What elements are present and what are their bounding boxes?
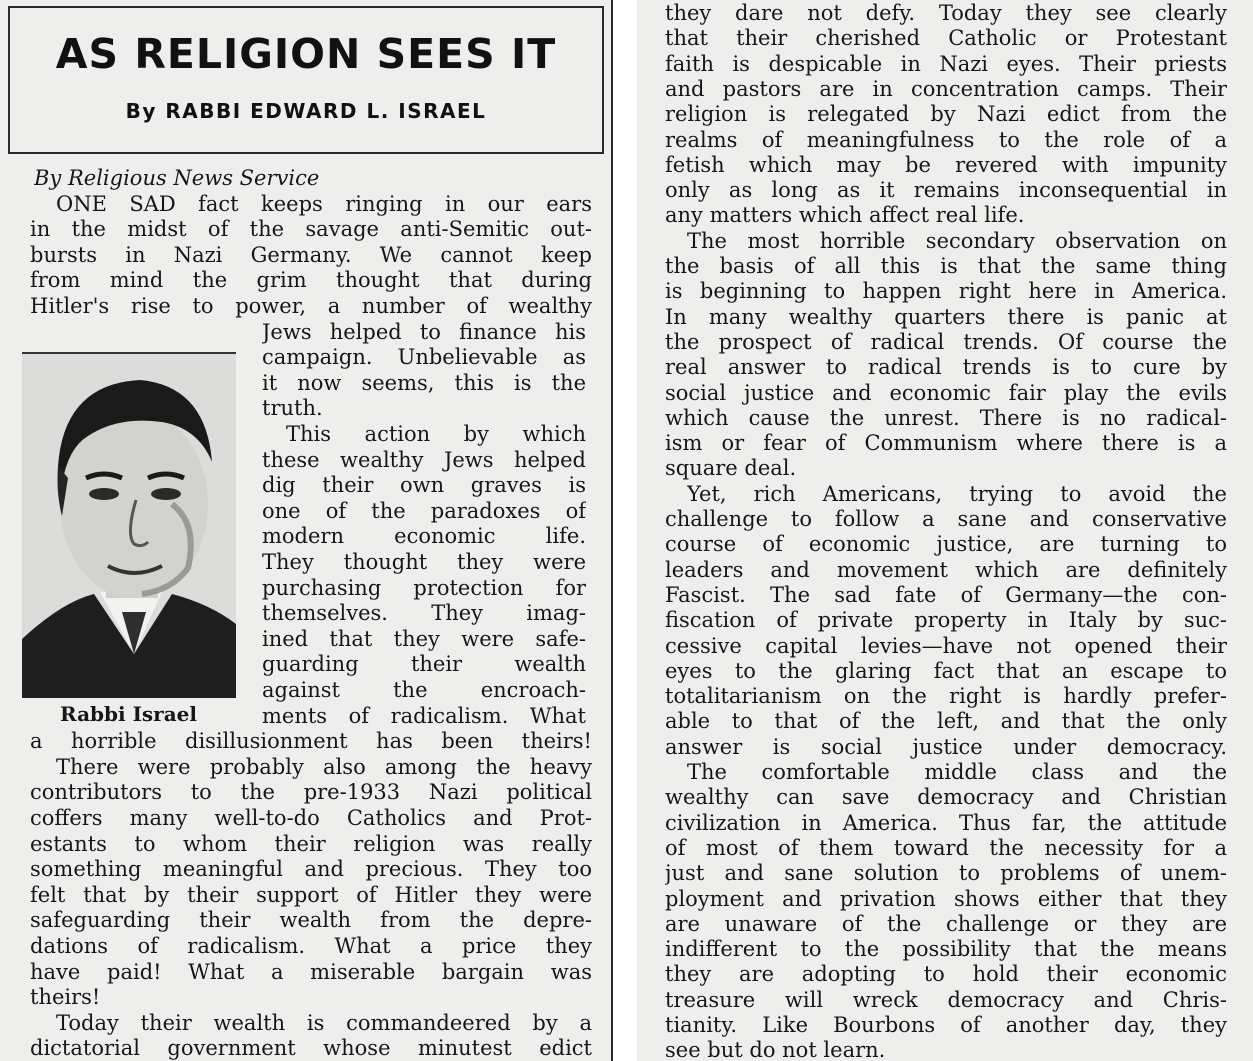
text-line: social justice and economic fair play the evils: [665, 380, 1227, 405]
text-line: have paid! What a miserable bargain was: [30, 959, 592, 984]
text-line: any matters which affect real life.: [665, 203, 1025, 228]
text-line: dations of radicalism. What a price they: [30, 934, 592, 958]
text-line: fiscation of private property in Italy by suc-: [665, 608, 1227, 633]
text-line: Jews helped to finance his: [262, 319, 586, 344]
text-line: are unaware of the challenge or they are: [665, 911, 1227, 936]
text-line: This action by which: [286, 422, 586, 446]
text-line: they dare not defy. Today they see clearly: [665, 1, 1227, 25]
text-line: tianity. Like Bourbons of another day, they: [665, 1013, 1227, 1037]
text-line: dictatorial government whose minutest edict: [30, 1036, 592, 1061]
text-line: Yet, rich Americans, trying to avoid the: [687, 481, 1227, 506]
text-line: these wealthy Jews helped: [262, 447, 586, 472]
text-line: challenge to follow a sane and conservative: [665, 507, 1227, 531]
text-line: and pastors are in concentration camps. Their: [665, 76, 1227, 101]
column-rule-left: [611, 0, 613, 1061]
text-line: the basis of all this is that the same thing: [665, 254, 1227, 278]
text-line: guarding their wealth: [262, 652, 586, 677]
text-line: they are adopting to hold their economic: [665, 962, 1227, 987]
text-line: real answer to radical trends is to cure by: [665, 355, 1227, 380]
text-line: In many wealthy quarters there is panic at: [665, 304, 1227, 329]
text-line: themselves. They imag-: [262, 601, 586, 626]
text-line: fetish which may be revered with impunity: [665, 152, 1227, 177]
text-line: square deal.: [665, 456, 797, 481]
text-line: Hitler's rise to power, a number of wealthy: [30, 294, 592, 318]
text-line: in the midst of the savage anti-Semitic out-: [30, 217, 592, 242]
text-line: coffers many well-to-do Catholics and Prot-: [30, 806, 592, 830]
text-line: Fascist. The sad fate of Germany—the con-: [665, 582, 1227, 607]
text-line: safeguarding their wealth from the depre-: [30, 908, 592, 933]
portrait-image: [22, 354, 236, 698]
text-line: The comfortable middle class and the: [687, 760, 1227, 784]
byline: By RABBI EDWARD L. ISRAEL: [125, 99, 487, 123]
text-line: modern economic life.: [262, 524, 586, 549]
text-line: something meaningful and precious. They too: [30, 857, 592, 882]
left-column: [0, 0, 612, 1061]
text-line: treasure will wreck democracy and Chris-: [665, 987, 1227, 1012]
author-photo: [22, 352, 236, 698]
text-line: just and sane solution to problems of unem-: [665, 861, 1227, 886]
text-line: answer is social justice under democracy.: [665, 734, 1227, 759]
text-line: cessive capital levies—have not opened their: [665, 633, 1227, 658]
text-line: religion is relegated by Nazi edict from the: [665, 102, 1227, 127]
text-line: They thought they were: [262, 550, 586, 574]
text-line: see but do not learn.: [665, 1038, 886, 1061]
text-line: ments of radicalism. What: [262, 703, 586, 728]
text-line: bursts in Nazi Germany. We cannot keep: [30, 242, 592, 267]
text-line: leaders and movement which are definitely: [665, 557, 1227, 582]
text-line: that their cherished Catholic or Protestant: [665, 26, 1227, 51]
text-line: theirs!: [30, 985, 101, 1010]
text-line: against the encroach-: [262, 678, 586, 702]
text-line: civilization in America. Thus far, the attitude: [665, 810, 1227, 835]
text-line: the prospect of radical trends. Of course the: [665, 329, 1227, 354]
text-line: wealthy can save democracy and Christian: [665, 785, 1227, 810]
text-line: is beginning to happen right here in America.: [665, 279, 1227, 304]
text-line: estants to whom their religion was really: [30, 831, 592, 856]
text-line: campaign. Unbelievable as: [262, 345, 586, 370]
text-line: it now seems, this is the: [262, 370, 586, 395]
text-line: truth.: [262, 396, 323, 421]
text-line: ined that they were safe-: [262, 626, 586, 651]
text-line: able to that of the left, and that the only: [665, 709, 1227, 734]
text-line: ism or fear of Communism where there is a: [665, 431, 1227, 456]
text-line: from mind the grim thought that during: [30, 268, 592, 293]
text-line: purchasing protection for: [262, 575, 586, 600]
text-line: only as long as it remains inconsequential in: [665, 178, 1227, 203]
column-masthead: [8, 6, 604, 154]
text-line: The most horrible secondary observation on: [687, 228, 1227, 253]
text-line: a horrible disillusionment has been theirs!: [30, 729, 592, 754]
text-line: which cause the unrest. There is no radical-: [665, 405, 1227, 430]
text-line: Today their wealth is commandeered by a: [56, 1010, 592, 1035]
text-line: ONE SAD fact keeps ringing in our ears: [56, 191, 592, 216]
text-line: By Religious News Service: [34, 166, 320, 190]
text-line: dig their own graves is: [262, 473, 586, 498]
text-line: totalitarianism on the right is hardly prefer-: [665, 684, 1227, 709]
column-title: AS RELIGION SEES IT: [55, 30, 557, 78]
text-line: of most of them toward the necessity for a: [665, 835, 1227, 860]
text-line: ployment and privation shows either that they: [665, 886, 1227, 911]
text-line: faith is despicable in Nazi eyes. Their priests: [665, 51, 1227, 76]
right-column: [637, 0, 1253, 1061]
text-line: eyes to the glaring fact that an escape to: [665, 658, 1227, 683]
text-line: indifferent to the possibility that the means: [665, 937, 1227, 962]
text-line: realms of meaningfulness to the role of a: [665, 127, 1227, 152]
text-line: felt that by their support of Hitler they were: [30, 882, 592, 907]
text-line: There were probably also among the heavy: [56, 754, 592, 779]
text-line: course of economic justice, are turning to: [665, 532, 1227, 557]
photo-caption: Rabbi Israel: [60, 702, 198, 726]
text-line: contributors to the pre-1933 Nazi political: [30, 780, 592, 805]
text-line: one of the paradoxes of: [262, 498, 586, 523]
